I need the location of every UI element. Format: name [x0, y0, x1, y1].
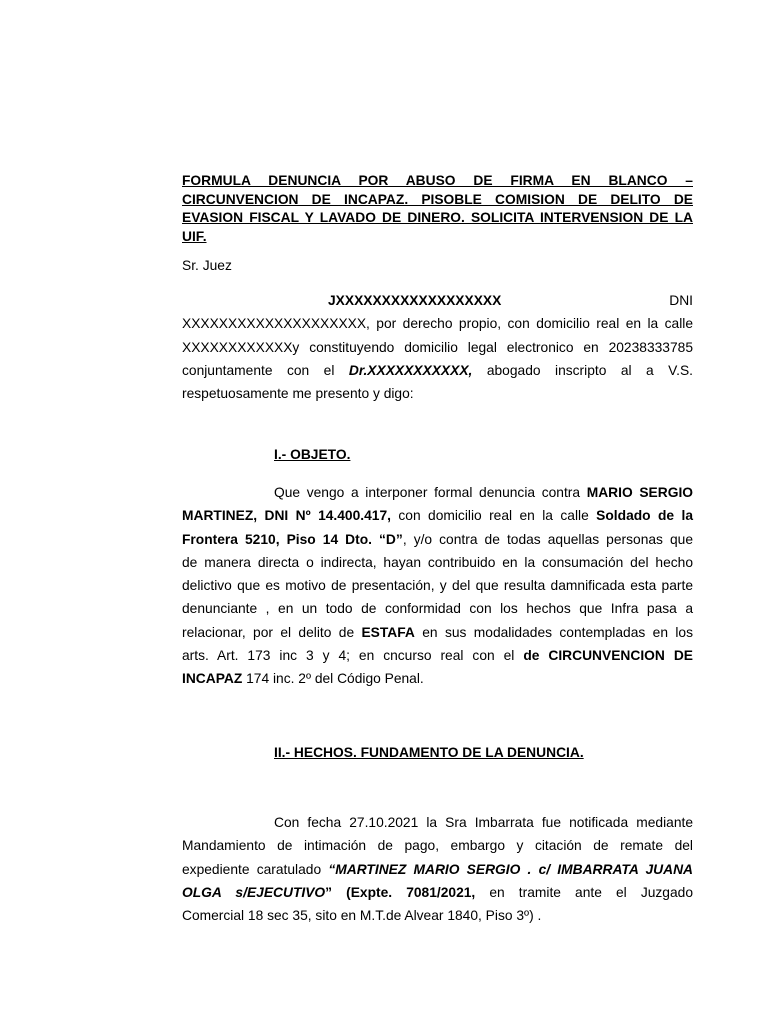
paragraph-line: delictivo que es motivo de presentación, y del que resulta damnificada esta parte [182, 578, 693, 594]
hechos-paragraph [182, 811, 693, 927]
paragraph-line: de manera directa o indirecta, hayan contribuido en la consumación del hecho [182, 554, 693, 570]
intro-paragraph [182, 289, 693, 405]
title-line: UIF. [182, 228, 207, 244]
plaintiff-name: JXXXXXXXXXXXXXXXXXX [328, 293, 502, 308]
paragraph-line: Que vengo a interponer formal denuncia contra MARIO SERGIO [274, 485, 694, 500]
section-heading-objeto: I.- OBJETO. [274, 447, 351, 462]
paragraph-line: expediente caratulado “MARTINEZ MARIO SERGIO . c/ IMBARRATA JUANA [182, 861, 694, 877]
title-line: CIRCUNVENCION DE INCAPAZ. PISOBLE COMISION DE DELITO DE [182, 191, 693, 207]
paragraph-line: denunciante , en un todo de conformidad con los hechos que Infra pasa a [182, 601, 693, 617]
title-line: FORMULA DENUNCIA POR ABUSO DE FIRMA EN BLANCO – [182, 173, 693, 188]
paragraph-line: MARTINEZ, DNI Nº 14.400.417, con domicilio real en la calle Soldado de la [182, 508, 694, 524]
lawyer-name: Dr.XXXXXXXXXXX, [348, 362, 473, 378]
paragraph-line: INCAPAZ 174 inc. 2º del Código Penal. [182, 671, 424, 687]
intro-line [182, 289, 693, 312]
intro-line: XXXXXXXXXXXXXXXXXXXX, por derecho propio, con domicilio real en la calle [182, 316, 693, 332]
paragraph-line: Con fecha 27.10.2021 la Sra Imbarrata fue notificada mediante [274, 815, 693, 830]
paragraph-line: arts. Art. 173 inc 3 y 4; en cncurso real con el de CIRCUNVENCION DE [182, 648, 693, 664]
intro-line: XXXXXXXXXXXXy constituyendo domicilio legal electronico en 20238333785 [182, 339, 693, 355]
salutation: Sr. Juez [182, 258, 232, 273]
paragraph-line: Comercial 18 sec 35, sito en M.T.de Alvear 1840, Piso 3º) . [182, 908, 542, 924]
objeto-paragraph [182, 481, 693, 691]
document-title [182, 172, 693, 246]
intro-line: conjuntamente con el Dr.XXXXXXXXXXX, abogado inscripto al a V.S. [182, 362, 693, 378]
section-heading-hechos: II.- HECHOS. FUNDAMENTO DE LA DENUNCIA. [274, 745, 584, 760]
paragraph-line: Frontera 5210, Piso 14 Dto. “D”, y/o contra de todas aquellas personas que [182, 531, 694, 547]
dni-label: DNI [669, 293, 693, 308]
intro-line: respetuosamente me presento y digo: [182, 386, 414, 402]
paragraph-line: relacionar, por el delito de ESTAFA en sus modalidades contempladas en los [182, 624, 693, 640]
paragraph-line: OLGA s/EJECUTIVO” (Expte. 7081/2021, en tramite ante el Juzgado [182, 884, 693, 900]
paragraph-line: Mandamiento de intimación de pago, embargo y citación de remate del [182, 838, 693, 854]
title-line: EVASION FISCAL Y LAVADO DE DINERO. SOLICITA INTERVENSION DE LA [182, 210, 693, 225]
